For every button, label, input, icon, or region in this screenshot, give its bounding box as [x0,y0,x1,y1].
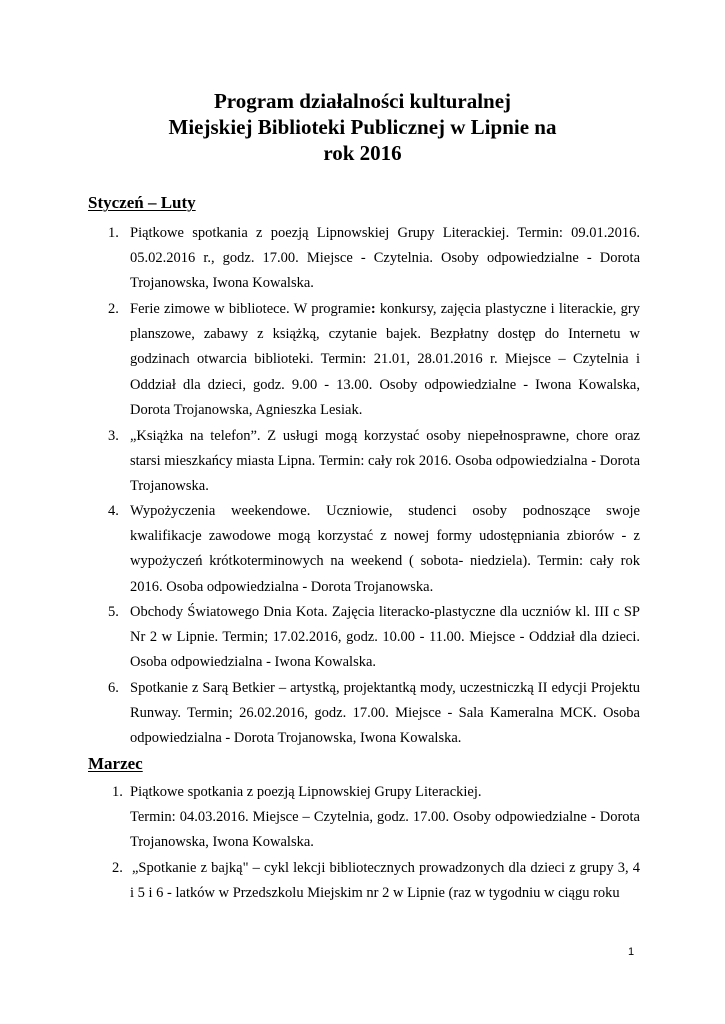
list-item-text [130,600,640,676]
text-run: konkursy, zajęcia plastyczne i literackie, gry planszowe, zabawy z książką, czytanie bajek. Bezpłatny dostęp do Internetu w godzinach otwarcia biblioteki. Termin: 21.01, 28.01.2016 r. Miejsce – Czytelnia i Oddział dla dzieci, godz. 9.00 - 13.00. Osoby odpowiedzialne - Iwona Kowalska, Dorota Trojanowska, Agnieszka Lesiak. [130,301,640,418]
list-item-number: 2. [112,860,123,876]
list-item-paragraph: „Spotkanie z bajką" – cykl lekcji bibliotecznych prowadzonych dla dzieci z grupy 3, 4 i 5 i 6 - latków w Przedszkolu Miejskim nr 2 w Lipnie (raz w tygodniu w ciągu roku [130,860,640,902]
section-heading-marzec: Marzec [88,754,143,773]
list-item-first-line: Piątkowe spotkania z poezją Lipnowskiej Grupy Literackiej. [130,784,482,800]
document-title [0,88,725,166]
text-run-bold: : [370,301,376,317]
list-item-paragraph: Piątkowe spotkania z poezją Lipnowskiej Grupy Literackiej. Termin: 09.01.2016. 05.02.2016 r., godz. 17.00. Miejsce - Czytelnia. Osoby odpowiedzialne - Dorota Trojanowska, Iwona Kowalska. [130,225,640,292]
list-item-text [130,676,640,752]
list-item-text [130,424,640,500]
list-item-number: 2. [108,301,119,317]
list-item-text [130,856,640,906]
list-item-number: 1. [112,784,123,800]
list-item-number: 4. [108,503,119,519]
list-item-text [130,297,640,423]
title-line-3: rok 2016 [323,141,402,165]
list-item-number: 5. [108,604,119,620]
title-line-1: Program działalności kulturalnej [213,89,512,113]
list-item-text [130,499,640,600]
list-item-number: 6. [108,680,119,696]
list-item-paragraph: Obchody Światowego Dnia Kota. Zajęcia literacko-plastyczne dla uczniów kl. III c SP Nr 2 w Lipnie. Termin; 17.02.2016, godz. 10.00 - 11.00. Miejsce - Oddział dla dzieci. Osoba odpowiedzialna - Iwona Kowalska. [130,604,640,671]
list-item-text [130,780,640,856]
page-number: 1 [628,946,635,958]
list-item-text [130,221,640,297]
list-item-paragraph: Spotkanie z Sarą Betkier – artystką, projektantką mody, uczestniczką II edycji Projektu Runway. Termin; 26.02.2016, godz. 17.00. Miejsce - Sala Kameralna MCK. Osoba odpowiedzialna - Dorota Trojanowska, Iwona Kowalska. [130,680,640,747]
list-item-paragraph: Termin: 04.03.2016. Miejsce – Czytelnia, godz. 17.00. Osoby odpowiedzialne - Dorota Trojanowska, Iwona Kowalska. [130,809,640,851]
text-run: Ferie zimowe w bibliotece. W programie [130,301,371,317]
list-item-paragraph: „Książka na telefon”. Z usługi mogą korzystać osoby niepełnosprawne, chore oraz starsi mieszkańcy miasta Lipna. Termin: cały rok 2016. Osoba odpowiedzialna - Dorota Trojanowska. [130,428,640,495]
list-item-paragraph: Wypożyczenia weekendowe. Uczniowie, studenci osoby podnoszące swoje kwalifikacje zawodowe mogą korzystać z nowej formy udostępniania zbiorów - z wypożyczeń krótkoterminowych na weekend ( sobota- niedziela). Termin: cały rok 2016. Osoba odpowiedzialna - Dorota Trojanowska. [130,503,640,595]
title-line-2: Miejskiej Biblioteki Publicznej w Lipnie na [168,115,557,139]
list-item-number: 1. [108,225,119,241]
section-heading-styczen-luty: Styczeń – Luty [88,193,196,212]
list-item-paragraph [130,297,640,423]
list-item-number: 3. [108,428,119,444]
